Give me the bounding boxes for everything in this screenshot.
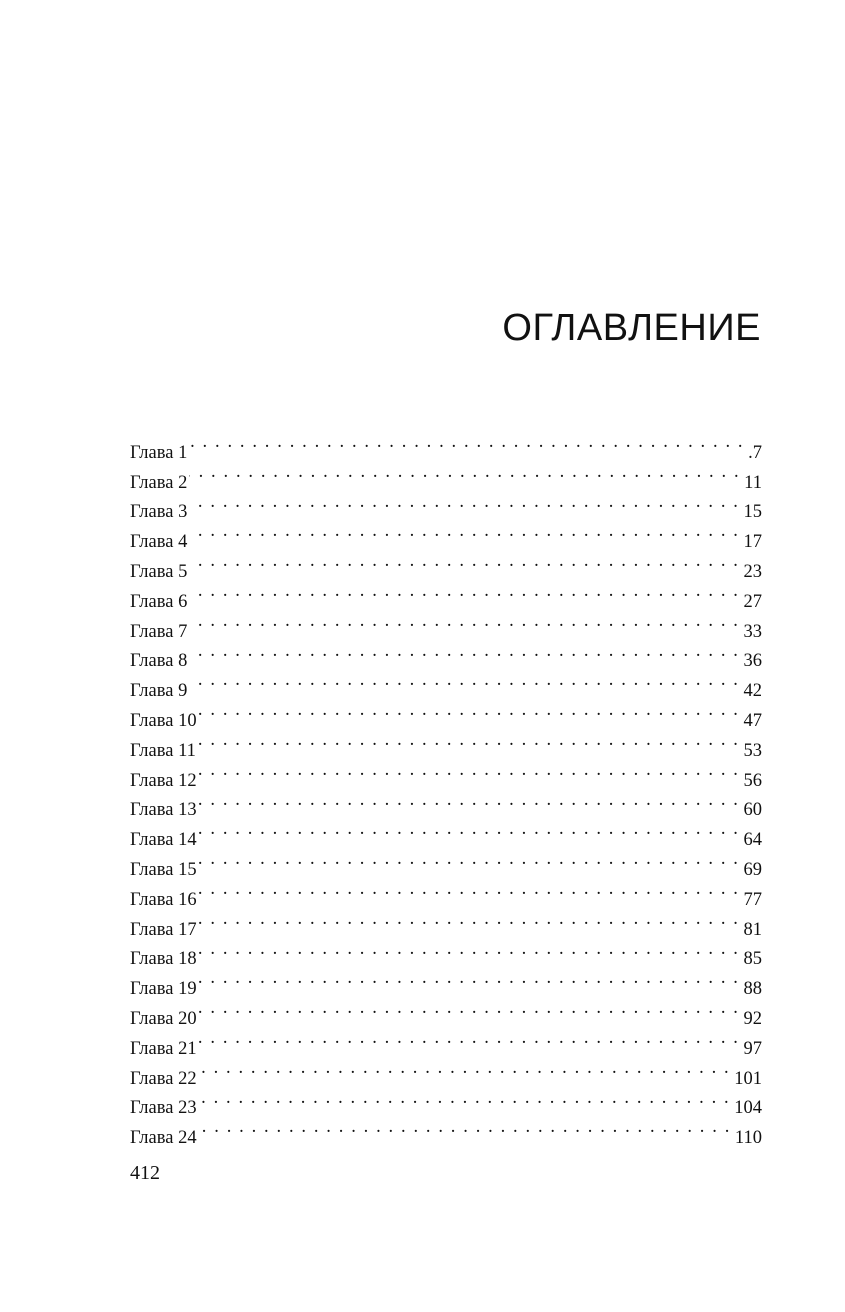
toc-entry-label: Глава 18: [130, 949, 197, 970]
toc-entry-page: 104: [734, 1098, 762, 1119]
dot-leader: [199, 875, 744, 905]
toc-entry[interactable]: [130, 547, 762, 582]
dot-leader: [199, 935, 744, 965]
toc-entry[interactable]: [130, 726, 762, 761]
toc-entry-page: 81: [743, 919, 762, 940]
toc-entry-label: Глава 24: [130, 1128, 197, 1149]
dot-leader: [199, 994, 744, 1024]
toc-entry-label: Глава 15: [130, 859, 197, 880]
toc-entry[interactable]: [130, 875, 762, 910]
dot-leader: [199, 1054, 735, 1084]
toc-entry-page: 53: [743, 740, 762, 761]
toc-entry-label: Глава 20: [130, 1008, 197, 1029]
dot-leader: [199, 1084, 735, 1114]
dot-leader: [189, 607, 743, 637]
toc-entry[interactable]: [130, 905, 762, 940]
page-title: ОГЛАВЛЕНИЕ: [502, 307, 761, 349]
toc-entry-label: Глава 7: [130, 621, 188, 642]
toc-entry-page: 60: [743, 800, 762, 821]
toc-entry-label: Глава 17: [130, 919, 197, 940]
dot-leader: [198, 726, 744, 756]
toc-entry[interactable]: [130, 964, 762, 1000]
toc-entry-label: Глава 22: [130, 1068, 197, 1089]
toc-entry[interactable]: [130, 607, 762, 642]
dot-leader: [199, 696, 744, 726]
toc-entry-page: 88: [743, 979, 762, 1000]
dot-leader: [199, 756, 744, 786]
toc-entry-label: Глава 23: [130, 1098, 197, 1119]
toc-entry-page: 64: [743, 830, 762, 851]
toc-entry-label: Глава 4: [130, 532, 188, 553]
toc-entry[interactable]: [130, 786, 762, 821]
toc-entry-page: 77: [743, 889, 762, 910]
dot-leader: [189, 577, 743, 607]
toc-entry-page: 47: [743, 710, 762, 731]
toc-entry-label: Глава 5: [130, 561, 188, 582]
dot-leader: [199, 964, 744, 994]
toc-entry[interactable]: [130, 517, 762, 553]
toc-entry-page: 27: [743, 591, 762, 612]
dot-leader: [199, 845, 744, 875]
toc-entry-page: 56: [743, 770, 762, 791]
toc-entry-label: Глава 1: [130, 442, 188, 463]
toc-entry-label: Глава 2: [130, 472, 188, 493]
table-of-contents: [130, 428, 762, 1149]
toc-entry[interactable]: [130, 815, 762, 851]
dot-leader: [189, 666, 743, 696]
toc-entry-label: Глава 16: [130, 889, 197, 910]
toc-entry-page: 92: [743, 1008, 762, 1029]
toc-entry-page: 15: [743, 502, 762, 523]
toc-entry-label: Глава 14: [130, 830, 197, 851]
toc-entry-page: 97: [743, 1038, 762, 1059]
dot-leader: [189, 488, 743, 518]
toc-entry[interactable]: [130, 1084, 762, 1119]
toc-entry[interactable]: [130, 1054, 762, 1089]
toc-entry-label: Глава 3: [130, 502, 188, 523]
toc-entry[interactable]: [130, 845, 762, 880]
toc-entry[interactable]: [130, 696, 762, 731]
dot-leader: [199, 905, 744, 935]
toc-entry[interactable]: [130, 458, 762, 493]
dot-leader: [199, 1024, 744, 1054]
toc-entry[interactable]: [130, 577, 762, 612]
dot-leader: [189, 517, 743, 547]
toc-entry-page: 110: [734, 1128, 762, 1149]
toc-entry[interactable]: [130, 428, 762, 463]
toc-entry-label: Глава 12: [130, 770, 197, 791]
toc-entry-label: Глава 13: [130, 800, 197, 821]
toc-entry-page: 101: [734, 1068, 762, 1089]
toc-entry-page: 11: [744, 472, 762, 493]
toc-entry[interactable]: [130, 637, 762, 672]
toc-entry-page: 85: [743, 949, 762, 970]
dot-leader: [189, 458, 744, 488]
toc-entry-page: 36: [743, 651, 762, 672]
dot-leader: [189, 637, 743, 667]
dot-leader: [189, 428, 748, 458]
toc-entry[interactable]: [130, 994, 762, 1029]
dot-leader: [199, 815, 744, 845]
toc-entry[interactable]: [130, 1024, 762, 1059]
toc-entry-page: .7: [748, 442, 762, 463]
dot-leader: [199, 786, 744, 816]
toc-entry-label: Глава 10: [130, 710, 197, 731]
toc-entry-page: 69: [743, 859, 762, 880]
toc-entry[interactable]: [130, 935, 762, 970]
page-number: 412: [130, 1162, 160, 1184]
dot-leader: [189, 547, 743, 577]
toc-entry-label: Глава 19: [130, 979, 197, 1000]
toc-entry-page: 23: [743, 561, 762, 582]
toc-entry-label: Глава 21: [130, 1038, 197, 1059]
toc-entry[interactable]: [130, 488, 762, 523]
toc-entry-label: Глава 11: [130, 740, 196, 761]
toc-entry-page: 42: [743, 681, 762, 702]
toc-entry[interactable]: [130, 1113, 762, 1149]
toc-entry-label: Глава 8: [130, 651, 188, 672]
toc-entry[interactable]: [130, 756, 762, 791]
toc-entry-label: Глава 9: [130, 681, 188, 702]
toc-entry-page: 17: [743, 532, 762, 553]
toc-entry-page: 33: [743, 621, 762, 642]
toc-entry[interactable]: [130, 666, 762, 702]
dot-leader: [199, 1113, 735, 1143]
toc-entry-label: Глава 6: [130, 591, 188, 612]
